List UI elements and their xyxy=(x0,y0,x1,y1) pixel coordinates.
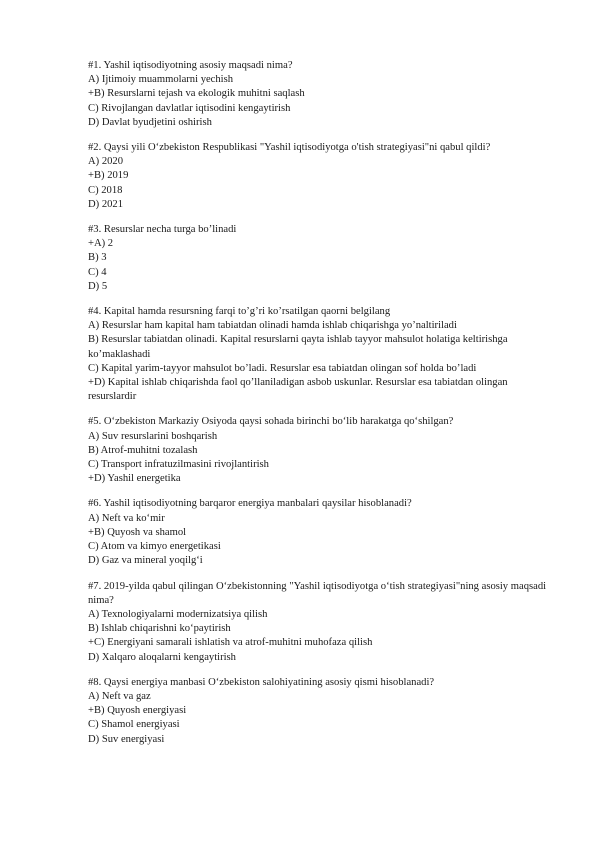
question-text: #8. Qaysi energiya manbasi O‘zbekiston salohiyatining asosiy qismi hisoblanadi? xyxy=(88,676,435,688)
answer-option: B) 3 xyxy=(88,252,107,264)
question-block xyxy=(88,141,558,212)
answer-option: +B) Quyosh energiyasi xyxy=(88,705,187,717)
answer-option: D) 5 xyxy=(88,280,108,292)
answer-option: +D) Yashil energetika xyxy=(88,473,181,485)
answer-option: B) Atrof-muhitni tozalash xyxy=(88,444,198,456)
question-text: #1. Yashil iqtisodiyotning asosiy maqsadi nima? xyxy=(88,60,293,71)
answer-option: C) Kapital yarim-tayyor mahsulot bo’ladi. Resurslar esa tabiatdan olingan sof holda bo’ladi xyxy=(88,362,477,374)
answer-option: B) Resurslar tabiatdan olinadi. Kapital resurslarni qayta ishlab tayyor mahsulot holatiga keltirishga ko’maklashadi xyxy=(88,334,508,360)
answer-option: C) 2018 xyxy=(88,184,123,196)
answer-option: C) 4 xyxy=(88,266,107,278)
answer-option: D) 2021 xyxy=(88,198,124,210)
question-block xyxy=(88,59,558,130)
question-text: #6. Yashil iqtisodiyotning barqaror energiya manbalari qaysilar hisoblanadi? xyxy=(88,498,412,510)
question-text: #5. O‘zbekiston Markaziy Osiyoda qaysi sohada birinchi bo‘lib harakatga qo‘shilgan? xyxy=(88,416,454,428)
answer-option: C) Atom va kimyo energetikasi xyxy=(88,541,221,553)
answer-option: C) Shamol energiyasi xyxy=(88,719,180,731)
answer-option: C) Transport infratuzilmasini rivojlantirish xyxy=(88,459,269,471)
answer-option: A) Ijtimoiy muammolarni yechish xyxy=(88,74,234,86)
answer-option: B) Ishlab chiqarishni ko‘paytirish xyxy=(88,623,231,635)
answer-option: D) Xalqaro aloqalarni kengaytirish xyxy=(88,651,236,663)
answer-option: +D) Kapital ishlab chiqarishda faol qo’llaniladigan asbob uskunlar. Resurslar esa tabiatdan olingan resurslardir xyxy=(88,377,508,403)
question-text: #4. Kapital hamda resursning farqi to’g’ri ko’rsatilgan qaorni belgilang xyxy=(88,306,391,318)
answer-option: C) Rivojlangan davlatlar iqtisodini kengaytirish xyxy=(88,102,291,114)
answer-option: +B) Quyosh va shamol xyxy=(88,526,187,538)
question-block xyxy=(88,415,558,486)
question-block xyxy=(88,497,558,568)
answer-option: +B) Resurslarni tejash va ekologik muhitni saqlash xyxy=(88,88,305,100)
answer-option: A) Neft va ko‘mir xyxy=(88,512,165,524)
question-block xyxy=(88,580,558,665)
question-block xyxy=(88,223,558,294)
answer-option: +B) 2019 xyxy=(88,170,129,182)
question-block xyxy=(88,676,558,747)
answer-option: D) Gaz va mineral yoqilg‘i xyxy=(88,555,203,567)
question-text: #3. Resurslar necha turga bo’linadi xyxy=(88,224,237,236)
answer-option: A) Suv resurslarini boshqarish xyxy=(88,430,218,442)
answer-option: D) Suv energiyasi xyxy=(88,733,165,745)
answer-option: +A) 2 xyxy=(88,238,114,250)
answer-option: A) Neft va gaz xyxy=(88,690,151,702)
answer-option: D) Davlat byudjetini oshirish xyxy=(88,116,212,128)
answer-option: A) Resurslar ham kapital ham tabiatdan olinadi hamda ishlab chiqarishga yo’naltiriladi xyxy=(88,320,457,332)
question-block xyxy=(88,305,558,404)
answer-option: A) Texnologiyalarni modernizatsiya qilish xyxy=(88,608,268,620)
question-text: #2. Qaysi yili O‘zbekiston Respublikasi "Yashil iqtisodiyotga o'tish strategiyasi"ni qabul qildi? xyxy=(88,142,491,154)
question-text: #7. 2019-yilda qabul qilingan O‘zbekistonning "Yashil iqtisodiyotga o‘tish strategiyasi"ning asosiy maqsadi nima? xyxy=(88,580,547,606)
answer-option: +C) Energiyani samarali ishlatish va atrof-muhitni muhofaza qilish xyxy=(88,637,373,649)
document-page xyxy=(88,59,558,758)
answer-option: A) 2020 xyxy=(88,156,124,168)
